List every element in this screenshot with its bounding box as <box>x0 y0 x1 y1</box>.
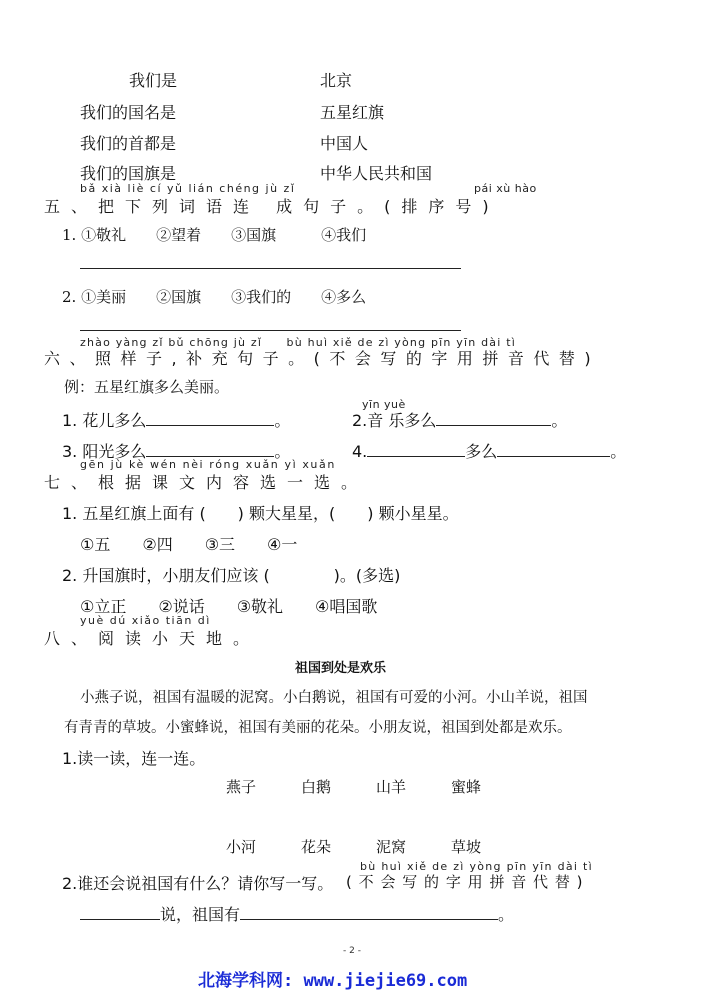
s8-q2-note: (不会写的字用拼音代替) <box>346 873 590 891</box>
s8-q2-fill-end: 。 <box>498 905 515 924</box>
s7-q2-options: ①立正 ②说话 ③敬礼 ④唱国歌 <box>80 597 378 616</box>
s6-q2-blank[interactable] <box>436 411 551 426</box>
match-left-2: 我们的国名是 <box>80 103 177 122</box>
s6-pinyin: zhào yàng zǐ bǔ chōng jù zǐ bù huì xiě de zì yòng pīn yīn dài tì <box>80 336 516 349</box>
passage-line-2: 有青青的草坡。小蜜蜂说，祖国有美丽的花朵。小朋友说，祖国到处都是欢乐。 <box>64 720 572 736</box>
place-xiaohe: 小河 <box>226 838 257 856</box>
animal-mifeng: 蜜蜂 <box>451 778 482 796</box>
s5-pinyin-2: pái xù hào <box>474 182 537 195</box>
s6-q4-mid: 多么 <box>465 442 498 461</box>
s7-q1: 1. 五星红旗上面有 ( ) 颗大星星，( ) 颗小星星。 <box>62 504 459 523</box>
passage-title: 祖国到处是欢乐 <box>295 661 387 676</box>
s6-q2-period: 。 <box>551 411 568 430</box>
match-left-1: 我们是 <box>129 71 178 90</box>
place-huaduo: 花朵 <box>301 838 332 856</box>
s6-q2-pinyin: yīn yuè <box>362 398 406 411</box>
match-right-1: 北京 <box>320 71 353 90</box>
s7-q1-options: ①五 ②四 ③三 ④一 <box>80 535 298 554</box>
s8-q2-pinyin: bù huì xiě de zì yòng pīn yīn dài tì <box>360 860 594 873</box>
s6-q4 <box>352 439 626 462</box>
s7-pinyin: gēn jù kè wén nèi róng xuǎn yì xuǎn <box>80 458 336 471</box>
s8-pinyin: yuè dú xiǎo tiān dì <box>80 614 211 627</box>
animal-shanyang: 山羊 <box>376 778 407 796</box>
s6-q4-prefix: 4. <box>352 442 368 461</box>
s8-q2-fill-mid: 说，祖国有 <box>160 905 241 924</box>
s6-q4-blank-1[interactable] <box>367 442 465 457</box>
match-left-4: 我们的国旗是 <box>80 164 177 183</box>
s5-q2-answer-line[interactable] <box>80 330 461 331</box>
s6-q3-text: 3. 阳光多么 <box>62 442 147 461</box>
s7-title: 七、根据课文内容选一选。 <box>44 473 369 492</box>
s6-q3-period: 。 <box>274 442 291 461</box>
animal-baie: 白鹅 <box>301 778 332 796</box>
s6-q4-period: 。 <box>610 442 627 461</box>
s6-title: 六、照样子,补充句子。(不会写的字用拼音代替) <box>44 349 601 368</box>
match-right-4: 中华人民共和国 <box>320 164 433 183</box>
match-right-3: 中国人 <box>320 134 369 153</box>
place-niwo: 泥窝 <box>376 838 407 856</box>
footer-watermark: 北海学科网: www.jiejie69.com <box>198 971 468 991</box>
s6-q1 <box>62 408 290 431</box>
s8-q2-fill <box>80 902 514 925</box>
s6-q3-blank[interactable] <box>146 442 274 457</box>
animal-yanzi: 燕子 <box>226 778 257 796</box>
s6-q1-blank[interactable] <box>146 411 274 426</box>
s5-q1-answer-line[interactable] <box>80 268 461 269</box>
passage-line-1: 小燕子说，祖国有温暖的泥窝。小白鹅说，祖国有可爱的小河。小山羊说，祖国 <box>80 690 588 706</box>
match-left-3: 我们的首都是 <box>80 134 177 153</box>
place-caopo: 草坡 <box>451 838 482 856</box>
s8-q2-blank-1[interactable] <box>80 905 160 920</box>
s6-example: 例：五星红旗多么美丽。 <box>64 378 230 396</box>
s5-pinyin: bǎ xià liè cí yǔ lián chéng jù zǐ <box>80 182 296 195</box>
s5-title: 五、把下列词语连 成句子。(排序号) <box>44 197 500 216</box>
page-number: - 2 - <box>343 946 361 956</box>
s6-q4-blank-2[interactable] <box>497 442 610 457</box>
s6-q1-period: 。 <box>274 411 291 430</box>
s6-q2-text: 2.音 乐多么 <box>352 411 437 430</box>
s8-title: 八、阅读小天地。 <box>44 629 261 648</box>
match-right-2: 五星红旗 <box>320 103 385 122</box>
s5-q1: 1. ①敬礼 ②望着 ③国旗 ④我们 <box>62 226 367 244</box>
s7-q2: 2. 升国旗时，小朋友们应该 ( )。(多选) <box>62 566 401 585</box>
s8-q2: 2.谁还会说祖国有什么？请你写一写。 <box>62 874 334 893</box>
s5-q2: 2. ①美丽 ②国旗 ③我们的 ④多么 <box>62 288 367 306</box>
s6-q2 <box>352 408 567 431</box>
s8-q1: 1.读一读，连一连。 <box>62 749 206 768</box>
s8-q2-blank-2[interactable] <box>240 905 498 920</box>
s6-q1-text: 1. 花儿多么 <box>62 411 147 430</box>
